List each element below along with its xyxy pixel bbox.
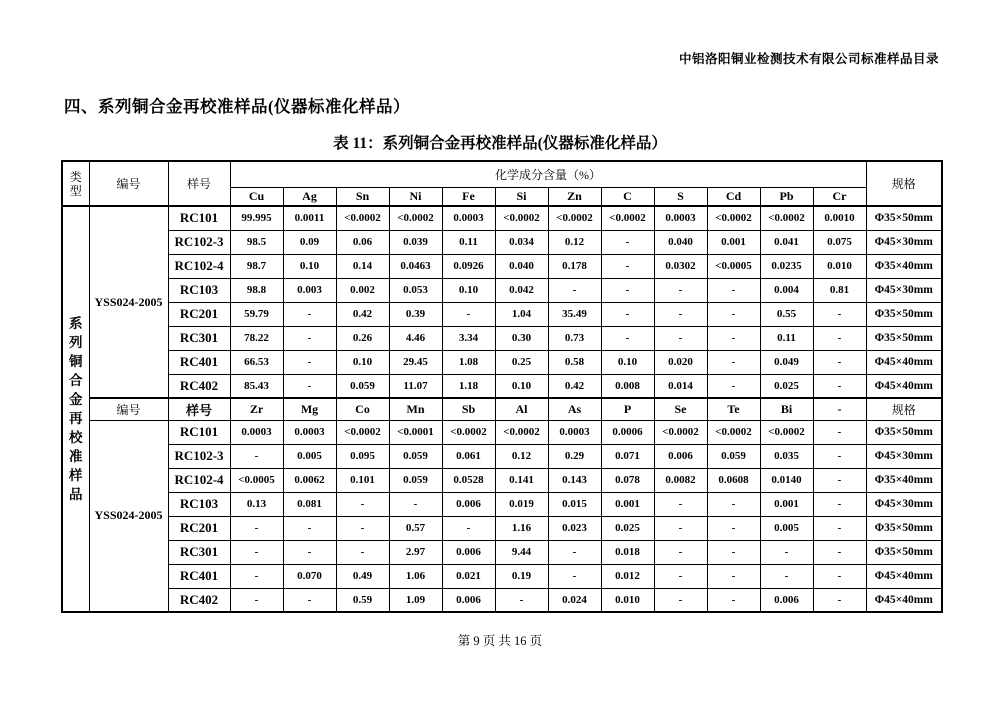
value-cell: - bbox=[336, 492, 389, 516]
element-header: Ag bbox=[283, 187, 336, 206]
sample-cell: RC401 bbox=[168, 564, 230, 588]
element-header: Sn bbox=[336, 187, 389, 206]
mid-sample-header: 样号 bbox=[168, 398, 230, 420]
spec-cell: Φ35×50mm bbox=[866, 206, 942, 230]
table-header-row bbox=[62, 161, 942, 187]
value-cell: 0.09 bbox=[283, 230, 336, 254]
value-cell: - bbox=[389, 492, 442, 516]
value-cell: 0.004 bbox=[760, 278, 813, 302]
value-cell: <0.0002 bbox=[389, 206, 442, 230]
value-cell: 98.7 bbox=[230, 254, 283, 278]
value-cell: 0.018 bbox=[601, 540, 654, 564]
element-header: Cu bbox=[230, 187, 283, 206]
value-cell: 0.101 bbox=[336, 468, 389, 492]
sample-cell: RC102-3 bbox=[168, 444, 230, 468]
element-header: S bbox=[654, 187, 707, 206]
element-header: Mg bbox=[283, 398, 336, 420]
spec-cell: Φ35×50mm bbox=[866, 420, 942, 444]
table-row bbox=[62, 254, 942, 278]
value-cell: 1.04 bbox=[495, 302, 548, 326]
value-cell: 0.034 bbox=[495, 230, 548, 254]
value-cell: - bbox=[707, 302, 760, 326]
element-header: Te bbox=[707, 398, 760, 420]
value-cell: - bbox=[654, 516, 707, 540]
value-cell: - bbox=[813, 302, 866, 326]
value-cell: <0.0002 bbox=[548, 206, 601, 230]
spec-cell: Φ45×40mm bbox=[866, 374, 942, 398]
spec-column-header: 规格 bbox=[866, 161, 942, 206]
value-cell: 0.025 bbox=[760, 374, 813, 398]
value-cell: 0.29 bbox=[548, 444, 601, 468]
value-cell: - bbox=[654, 492, 707, 516]
value-cell: 0.12 bbox=[548, 230, 601, 254]
value-cell: 99.995 bbox=[230, 206, 283, 230]
value-cell: 0.059 bbox=[336, 374, 389, 398]
value-cell: <0.0002 bbox=[336, 206, 389, 230]
sample-table bbox=[61, 160, 943, 613]
value-cell: - bbox=[813, 492, 866, 516]
spec-cell: Φ45×30mm bbox=[866, 492, 942, 516]
value-cell: 0.006 bbox=[442, 588, 495, 612]
element-header: Pb bbox=[760, 187, 813, 206]
sample-cell: RC402 bbox=[168, 588, 230, 612]
value-cell: 0.053 bbox=[389, 278, 442, 302]
value-cell: 0.11 bbox=[442, 230, 495, 254]
value-cell: 0.005 bbox=[283, 444, 336, 468]
value-cell: 0.039 bbox=[389, 230, 442, 254]
table-row bbox=[62, 588, 942, 612]
spec-cell: Φ45×30mm bbox=[866, 444, 942, 468]
value-cell: 0.30 bbox=[495, 326, 548, 350]
value-cell: - bbox=[813, 540, 866, 564]
element-header: Sb bbox=[442, 398, 495, 420]
value-cell: 0.012 bbox=[601, 564, 654, 588]
value-cell: 0.019 bbox=[495, 492, 548, 516]
value-cell: 0.59 bbox=[336, 588, 389, 612]
sample-cell: RC201 bbox=[168, 302, 230, 326]
sample-cell: RC301 bbox=[168, 326, 230, 350]
value-cell: 0.55 bbox=[760, 302, 813, 326]
value-cell: 66.53 bbox=[230, 350, 283, 374]
value-cell: - bbox=[283, 540, 336, 564]
value-cell: 0.26 bbox=[336, 326, 389, 350]
value-cell: - bbox=[707, 540, 760, 564]
value-cell: 1.08 bbox=[442, 350, 495, 374]
value-cell: - bbox=[707, 350, 760, 374]
value-cell: 0.10 bbox=[495, 374, 548, 398]
value-cell: 0.0003 bbox=[442, 206, 495, 230]
value-cell: <0.0002 bbox=[601, 206, 654, 230]
sample-cell: RC103 bbox=[168, 492, 230, 516]
spec-cell: Φ45×40mm bbox=[866, 588, 942, 612]
value-cell: - bbox=[336, 540, 389, 564]
value-cell: - bbox=[813, 588, 866, 612]
type-vertical-text: 系 列 铜 合 金 再 校 准 样 品 bbox=[69, 316, 83, 502]
element-header: Al bbox=[495, 398, 548, 420]
sample-cell: RC201 bbox=[168, 516, 230, 540]
value-cell: 0.12 bbox=[495, 444, 548, 468]
value-cell: - bbox=[654, 540, 707, 564]
value-cell: <0.0002 bbox=[760, 206, 813, 230]
value-cell: - bbox=[548, 564, 601, 588]
value-cell: 0.0003 bbox=[283, 420, 336, 444]
table-row bbox=[62, 564, 942, 588]
table-row bbox=[62, 516, 942, 540]
sample-cell: RC402 bbox=[168, 374, 230, 398]
table-row bbox=[62, 374, 942, 398]
value-cell: 4.46 bbox=[389, 326, 442, 350]
value-cell: - bbox=[813, 444, 866, 468]
value-cell: 0.0528 bbox=[442, 468, 495, 492]
mid-code-header: 编号 bbox=[89, 398, 168, 420]
value-cell: 0.001 bbox=[601, 492, 654, 516]
value-cell: 0.024 bbox=[548, 588, 601, 612]
value-cell: 0.0010 bbox=[813, 206, 866, 230]
value-cell: 0.075 bbox=[813, 230, 866, 254]
value-cell: 0.14 bbox=[336, 254, 389, 278]
type-column-header bbox=[62, 161, 89, 206]
value-cell: - bbox=[707, 374, 760, 398]
spec-cell: Φ35×50mm bbox=[866, 302, 942, 326]
value-cell: - bbox=[707, 588, 760, 612]
table-row bbox=[62, 350, 942, 374]
value-cell: - bbox=[601, 254, 654, 278]
value-cell: - bbox=[813, 564, 866, 588]
spec-cell: Φ45×40mm bbox=[866, 350, 942, 374]
value-cell: 0.13 bbox=[230, 492, 283, 516]
value-cell: 0.10 bbox=[283, 254, 336, 278]
value-cell: 0.0082 bbox=[654, 468, 707, 492]
value-cell: <0.0002 bbox=[760, 420, 813, 444]
value-cell: 0.0006 bbox=[601, 420, 654, 444]
sample-table-body bbox=[62, 161, 942, 612]
table-row bbox=[62, 492, 942, 516]
table-row bbox=[62, 206, 942, 230]
value-cell: 0.023 bbox=[548, 516, 601, 540]
value-cell: 0.143 bbox=[548, 468, 601, 492]
value-cell: 0.061 bbox=[442, 444, 495, 468]
value-cell: - bbox=[813, 374, 866, 398]
type-header-char: 型 bbox=[69, 183, 82, 198]
value-cell: - bbox=[760, 540, 813, 564]
value-cell: 85.43 bbox=[230, 374, 283, 398]
table-row bbox=[62, 230, 942, 254]
element-header: Zn bbox=[548, 187, 601, 206]
chemical-composition-header: 化学成分含量（%） bbox=[230, 161, 866, 187]
value-cell: - bbox=[230, 444, 283, 468]
sample-cell: RC103 bbox=[168, 278, 230, 302]
spec-cell: Φ45×40mm bbox=[866, 564, 942, 588]
value-cell: - bbox=[336, 516, 389, 540]
value-cell: 0.10 bbox=[336, 350, 389, 374]
value-cell: - bbox=[283, 302, 336, 326]
value-cell: - bbox=[230, 588, 283, 612]
value-cell: 0.0302 bbox=[654, 254, 707, 278]
value-cell: - bbox=[707, 564, 760, 588]
value-cell: 0.035 bbox=[760, 444, 813, 468]
value-cell: 0.010 bbox=[601, 588, 654, 612]
value-cell: 0.059 bbox=[707, 444, 760, 468]
value-cell: <0.0002 bbox=[442, 420, 495, 444]
value-cell: 0.006 bbox=[654, 444, 707, 468]
value-cell: 0.39 bbox=[389, 302, 442, 326]
value-cell: - bbox=[230, 564, 283, 588]
value-cell: 0.0003 bbox=[654, 206, 707, 230]
value-cell: <0.0005 bbox=[230, 468, 283, 492]
value-cell: 0.19 bbox=[495, 564, 548, 588]
value-cell: 0.0003 bbox=[548, 420, 601, 444]
code-column-header: 编号 bbox=[89, 161, 168, 206]
value-cell: 0.040 bbox=[495, 254, 548, 278]
sample-cell: RC102-4 bbox=[168, 254, 230, 278]
value-cell: 0.0463 bbox=[389, 254, 442, 278]
value-cell: 78.22 bbox=[230, 326, 283, 350]
value-cell: 0.10 bbox=[442, 278, 495, 302]
value-cell: 0.021 bbox=[442, 564, 495, 588]
value-cell: - bbox=[707, 326, 760, 350]
sample-cell: RC102-4 bbox=[168, 468, 230, 492]
element-header: Bi bbox=[760, 398, 813, 420]
spec-cell: Φ45×30mm bbox=[866, 278, 942, 302]
table-row bbox=[62, 444, 942, 468]
element-header: P bbox=[601, 398, 654, 420]
element-header: Cd bbox=[707, 187, 760, 206]
value-cell: 0.059 bbox=[389, 468, 442, 492]
sample-column-header: 样号 bbox=[168, 161, 230, 206]
value-cell: - bbox=[283, 516, 336, 540]
element-header: Si bbox=[495, 187, 548, 206]
spec-cell: Φ35×40mm bbox=[866, 468, 942, 492]
value-cell: 0.001 bbox=[707, 230, 760, 254]
value-cell: 98.8 bbox=[230, 278, 283, 302]
table-row bbox=[62, 302, 942, 326]
mid-spec-header: 规格 bbox=[866, 398, 942, 420]
value-cell: 0.006 bbox=[442, 492, 495, 516]
table-row bbox=[62, 278, 942, 302]
value-cell: 0.49 bbox=[336, 564, 389, 588]
table-row bbox=[62, 420, 942, 444]
value-cell: <0.0005 bbox=[707, 254, 760, 278]
value-cell: 0.040 bbox=[654, 230, 707, 254]
value-cell: - bbox=[442, 302, 495, 326]
type-header-char: 类 bbox=[69, 169, 82, 184]
sample-cell: RC301 bbox=[168, 540, 230, 564]
value-cell: 0.070 bbox=[283, 564, 336, 588]
element-header: As bbox=[548, 398, 601, 420]
value-cell: - bbox=[654, 564, 707, 588]
value-cell: <0.0002 bbox=[707, 206, 760, 230]
spec-cell: Φ35×40mm bbox=[866, 254, 942, 278]
section-heading: 四、系列铜合金再校准样品(仪器标准化样品） bbox=[64, 97, 410, 116]
spec-cell: Φ35×50mm bbox=[866, 326, 942, 350]
value-cell: - bbox=[495, 588, 548, 612]
table-row bbox=[62, 468, 942, 492]
value-cell: <0.0002 bbox=[336, 420, 389, 444]
value-cell: 1.16 bbox=[495, 516, 548, 540]
value-cell: - bbox=[601, 302, 654, 326]
value-cell: 0.015 bbox=[548, 492, 601, 516]
element-header: Fe bbox=[442, 187, 495, 206]
value-cell: 2.97 bbox=[389, 540, 442, 564]
value-cell: 1.18 bbox=[442, 374, 495, 398]
element-header: Se bbox=[654, 398, 707, 420]
value-cell: - bbox=[813, 516, 866, 540]
value-cell: - bbox=[654, 588, 707, 612]
value-cell: 0.002 bbox=[336, 278, 389, 302]
value-cell: 0.0926 bbox=[442, 254, 495, 278]
value-cell: - bbox=[283, 588, 336, 612]
value-cell: 0.071 bbox=[601, 444, 654, 468]
value-cell: 0.42 bbox=[336, 302, 389, 326]
value-cell: <0.0001 bbox=[389, 420, 442, 444]
value-cell: 0.042 bbox=[495, 278, 548, 302]
value-cell: - bbox=[654, 326, 707, 350]
value-cell: - bbox=[283, 374, 336, 398]
element-header: Cr bbox=[813, 187, 866, 206]
value-cell: - bbox=[230, 516, 283, 540]
value-cell: 0.059 bbox=[389, 444, 442, 468]
value-cell: 0.095 bbox=[336, 444, 389, 468]
value-cell: 0.25 bbox=[495, 350, 548, 374]
value-cell: 0.11 bbox=[760, 326, 813, 350]
spec-cell: Φ35×50mm bbox=[866, 516, 942, 540]
value-cell: <0.0002 bbox=[654, 420, 707, 444]
sample-cell: RC101 bbox=[168, 420, 230, 444]
value-cell: - bbox=[707, 516, 760, 540]
page-number: 第 9 页 共 16 页 bbox=[457, 634, 543, 648]
value-cell: <0.0002 bbox=[495, 206, 548, 230]
value-cell: 0.006 bbox=[442, 540, 495, 564]
value-cell: - bbox=[548, 278, 601, 302]
value-cell: <0.0002 bbox=[495, 420, 548, 444]
sample-cell: RC101 bbox=[168, 206, 230, 230]
value-cell: 0.0011 bbox=[283, 206, 336, 230]
value-cell: - bbox=[601, 230, 654, 254]
spec-cell: Φ45×30mm bbox=[866, 230, 942, 254]
value-cell: 11.07 bbox=[389, 374, 442, 398]
value-cell: 0.049 bbox=[760, 350, 813, 374]
spec-cell: Φ35×50mm bbox=[866, 540, 942, 564]
value-cell: 0.078 bbox=[601, 468, 654, 492]
element-header: Co bbox=[336, 398, 389, 420]
table-title: 表 11：系列铜合金再校准样品(仪器标准化样品） bbox=[333, 135, 667, 152]
value-cell: 0.42 bbox=[548, 374, 601, 398]
value-cell: 1.06 bbox=[389, 564, 442, 588]
value-cell: 0.06 bbox=[336, 230, 389, 254]
value-cell: - bbox=[283, 350, 336, 374]
value-cell: - bbox=[707, 492, 760, 516]
element-header: Ni bbox=[389, 187, 442, 206]
value-cell: 0.025 bbox=[601, 516, 654, 540]
element-header: C bbox=[601, 187, 654, 206]
element-header: Zr bbox=[230, 398, 283, 420]
value-cell: 0.0140 bbox=[760, 468, 813, 492]
document-header: 中铝洛阳铜业检测技术有限公司标准样品目录 bbox=[678, 52, 939, 66]
value-cell: - bbox=[813, 326, 866, 350]
value-cell: 59.79 bbox=[230, 302, 283, 326]
value-cell: 0.005 bbox=[760, 516, 813, 540]
value-cell: 3.34 bbox=[442, 326, 495, 350]
value-cell: 0.0003 bbox=[230, 420, 283, 444]
value-cell: - bbox=[601, 326, 654, 350]
value-cell: - bbox=[813, 420, 866, 444]
value-cell: 0.178 bbox=[548, 254, 601, 278]
value-cell: 0.008 bbox=[601, 374, 654, 398]
value-cell: - bbox=[442, 516, 495, 540]
value-cell: 0.081 bbox=[283, 492, 336, 516]
value-cell: 0.0062 bbox=[283, 468, 336, 492]
value-cell: <0.0002 bbox=[707, 420, 760, 444]
value-cell: 0.041 bbox=[760, 230, 813, 254]
value-cell: 98.5 bbox=[230, 230, 283, 254]
table-row bbox=[62, 326, 942, 350]
value-cell: - bbox=[601, 278, 654, 302]
code-cell: YSS024-2005 bbox=[89, 420, 168, 612]
table-row bbox=[62, 540, 942, 564]
value-cell: 0.58 bbox=[548, 350, 601, 374]
value-cell: - bbox=[654, 302, 707, 326]
value-cell: 29.45 bbox=[389, 350, 442, 374]
sample-cell: RC102-3 bbox=[168, 230, 230, 254]
sample-cell: RC401 bbox=[168, 350, 230, 374]
value-cell: 0.014 bbox=[654, 374, 707, 398]
value-cell: 0.020 bbox=[654, 350, 707, 374]
value-cell: 0.010 bbox=[813, 254, 866, 278]
element-header: Mn bbox=[389, 398, 442, 420]
value-cell: 0.0235 bbox=[760, 254, 813, 278]
type-vertical-label bbox=[62, 206, 89, 612]
value-cell: 0.001 bbox=[760, 492, 813, 516]
value-cell: 0.57 bbox=[389, 516, 442, 540]
mid-header-row bbox=[62, 398, 942, 420]
value-cell: - bbox=[760, 564, 813, 588]
value-cell: 0.141 bbox=[495, 468, 548, 492]
value-cell: 0.81 bbox=[813, 278, 866, 302]
value-cell: 9.44 bbox=[495, 540, 548, 564]
element-header: - bbox=[813, 398, 866, 420]
value-cell: - bbox=[707, 278, 760, 302]
value-cell: - bbox=[654, 278, 707, 302]
value-cell: - bbox=[813, 350, 866, 374]
value-cell: 35.49 bbox=[548, 302, 601, 326]
value-cell: - bbox=[283, 326, 336, 350]
value-cell: 0.10 bbox=[601, 350, 654, 374]
value-cell: - bbox=[548, 540, 601, 564]
value-cell: 1.09 bbox=[389, 588, 442, 612]
value-cell: 0.0608 bbox=[707, 468, 760, 492]
code-cell: YSS024-2005 bbox=[89, 206, 168, 398]
value-cell: 0.73 bbox=[548, 326, 601, 350]
value-cell: 0.006 bbox=[760, 588, 813, 612]
value-cell: - bbox=[230, 540, 283, 564]
value-cell: 0.003 bbox=[283, 278, 336, 302]
value-cell: - bbox=[813, 468, 866, 492]
